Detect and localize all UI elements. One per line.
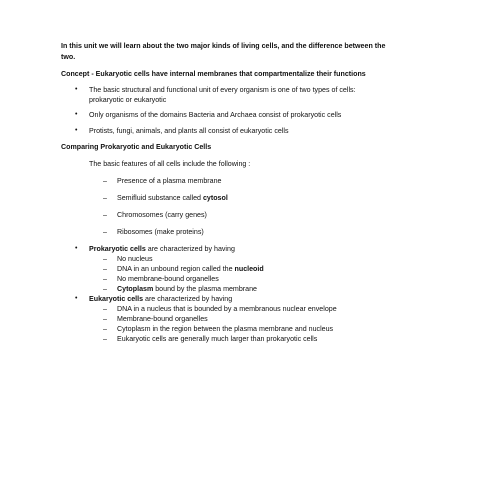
eukaryotic-item-4: Eukaryotic cells are generally much larger than prokaryotic cells — [117, 335, 318, 343]
feature-4: Ribosomes (make proteins) — [117, 228, 204, 236]
eukaryotic-item-2: Membrane-bound organelles — [117, 315, 208, 323]
feature-2-text: Semifluid substance called — [117, 194, 203, 202]
concept-heading: Concept - Eukaryotic cells have internal membranes that compartmentalize their functions — [61, 70, 366, 78]
prokaryotic-item-1: No nucleus — [117, 255, 153, 263]
bullet-icon: • — [75, 86, 78, 93]
feature-2 — [117, 193, 228, 203]
dash-icon: – — [103, 194, 107, 202]
feature-2-bold: cytosol — [202, 194, 228, 202]
prokaryotic-bold: Prokaryotic cells — [89, 245, 146, 253]
bullet-icon: • — [75, 111, 78, 118]
dash-icon: – — [103, 305, 107, 313]
prokaryotic-item-4-bold: Cytoplasm — [117, 285, 154, 293]
intro-line-1: In this unit we will learn about the two major kinds of living cells, and the difference between the — [61, 42, 386, 50]
eukaryotic-bold: Eukaryotic cells — [89, 295, 144, 303]
dash-icon: – — [103, 325, 107, 333]
dash-icon: – — [103, 275, 107, 283]
feature-3: Chromosomes (carry genes) — [117, 211, 207, 219]
prokaryotic-item-2-bold: nucleoid — [234, 265, 264, 273]
basic-features-intro: The basic features of all cells include the following : — [89, 160, 251, 168]
eukaryotic-item-3: Cytoplasm in the region between the plasma membrane and nucleus — [117, 325, 334, 333]
eukaryotic-item-1: DNA in a nucleus that is bounded by a membranous nuclear envelope — [117, 305, 337, 313]
concept-bullet-1-line-2: prokaryotic or eukaryotic — [89, 96, 167, 104]
dash-icon: – — [103, 255, 107, 263]
prokaryotic-rest: are characterized by having — [145, 245, 235, 253]
bullet-icon: • — [75, 295, 78, 302]
prokaryotic-heading — [89, 244, 235, 254]
dash-icon: – — [103, 177, 107, 185]
bullet-icon: • — [75, 245, 78, 252]
prokaryotic-item-2-text: DNA in an unbound region called the — [117, 265, 235, 273]
prokaryotic-item-3: No membrane-bound organelles — [117, 275, 219, 283]
dash-icon: – — [103, 265, 107, 273]
eukaryotic-heading — [89, 294, 232, 304]
dash-icon: – — [103, 335, 107, 343]
prokaryotic-item-4-text: bound by the plasma membrane — [153, 285, 257, 293]
feature-1: Presence of a plasma membrane — [117, 177, 222, 185]
concept-bullet-3: Protists, fungi, animals, and plants all consist of eukaryotic cells — [89, 127, 289, 135]
prokaryotic-item-2 — [117, 264, 264, 274]
dash-icon: – — [103, 211, 107, 219]
dash-icon: – — [103, 228, 107, 236]
concept-bullet-1-line-1: The basic structural and functional unit of every organism is one of two types of cells: — [89, 86, 356, 94]
eukaryotic-rest: are characterized by having — [143, 295, 233, 303]
intro-line-2: two. — [61, 53, 76, 61]
comparing-heading: Comparing Prokaryotic and Eukaryotic Cells — [61, 143, 212, 151]
dash-icon: – — [103, 315, 107, 323]
bullet-icon: • — [75, 127, 78, 134]
prokaryotic-item-4 — [117, 284, 257, 294]
dash-icon: – — [103, 285, 107, 293]
concept-bullet-2: Only organisms of the domains Bacteria and Archaea consist of prokaryotic cells — [89, 111, 342, 119]
